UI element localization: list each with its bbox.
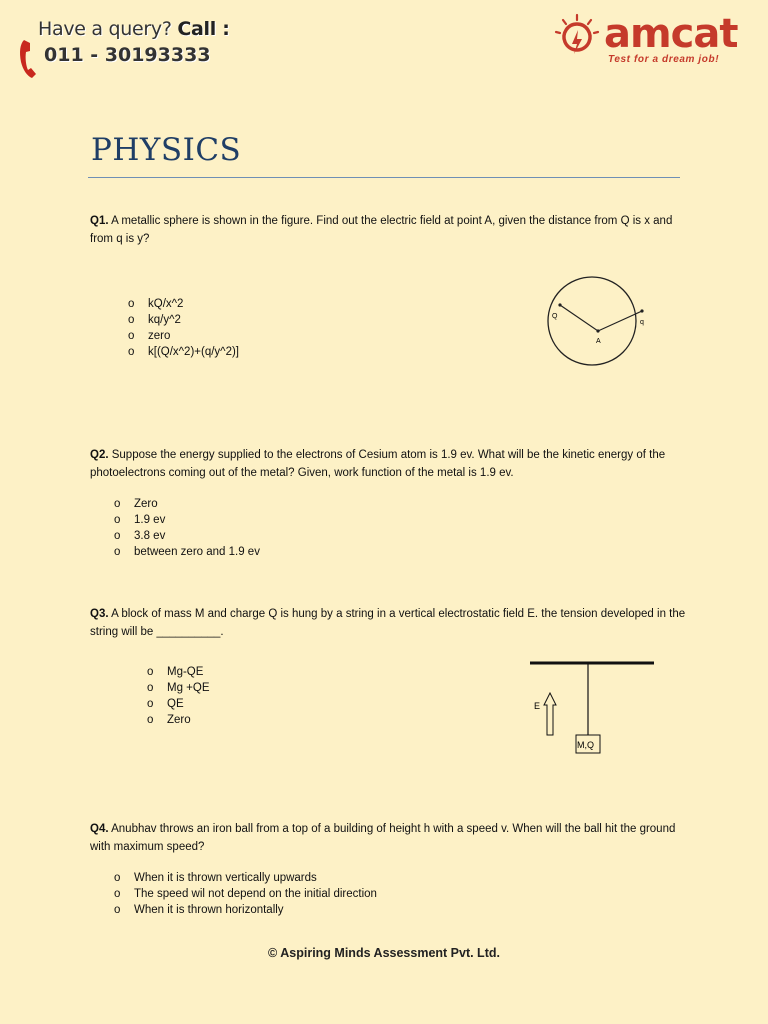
option[interactable]: o 3.8 ev [114, 530, 166, 542]
point-A [596, 329, 599, 332]
sphere-outline [548, 277, 636, 365]
logo-tagline: Test for a dream job! [608, 54, 720, 65]
option[interactable]: o Zero [114, 498, 158, 510]
footer-copyright: © Aspiring Minds Assessment Pvt. Ltd. [268, 946, 500, 960]
field-arrow-icon [544, 693, 556, 735]
option[interactable]: o kQ/x^2 [128, 298, 184, 310]
title-divider [88, 177, 680, 178]
label-E: E [534, 701, 541, 711]
question-3-options [147, 664, 210, 728]
question-2-options [114, 496, 260, 560]
label-Q: Q [552, 313, 558, 320]
option[interactable]: o kq/y^2 [128, 314, 181, 326]
question-1: Q1. A metallic sphere is shown in the figure. Find out the electric field at point A, given the distance from Q is x and from q is y? [90, 215, 673, 245]
hanging-block-figure [528, 655, 658, 760]
option[interactable]: o Mg-QE [147, 666, 204, 678]
question-2: Q2. Suppose the energy supplied to the electrons of Cesium atom is 1.9 ev. What will be the kinetic energy of the photoelectrons coming out of the metal? Given, work function of the metal is 1.9 ev. [90, 449, 666, 479]
phone-number[interactable]: 011 - 30193333 [44, 44, 211, 66]
option[interactable]: o between zero and 1.9 ev [114, 546, 260, 558]
charge-Q-point [558, 303, 561, 306]
option[interactable]: o k[(Q/x^2)+(q/y^2)] [128, 346, 239, 358]
page-title: PHYSICS [91, 132, 242, 168]
label-A: A [596, 338, 601, 345]
option[interactable]: o Zero [147, 714, 191, 726]
label-block: M,Q [577, 740, 594, 750]
label-q: q [640, 319, 644, 326]
option[interactable]: o Mg +QE [147, 682, 210, 694]
option[interactable]: o When it is thrown vertically upwards [114, 872, 317, 884]
question-4: Q4. Anubhav throws an iron ball from a top of a building of height h with a speed v. When will the ball hit the ground with maximum speed? [90, 823, 676, 853]
option[interactable]: o When it is thrown horizontally [114, 904, 284, 916]
query-text: Have a query? Call : [38, 18, 230, 40]
option[interactable]: o QE [147, 698, 184, 710]
question-3: Q3. A block of mass M and charge Q is hung by a string in a vertical electrostatic field E. the tension developed in the string will be __________. [90, 608, 686, 638]
logo-text: amcat [604, 11, 738, 57]
question-4-options [114, 870, 377, 918]
charge-q-point [640, 309, 643, 312]
distance-lines [560, 305, 642, 331]
option[interactable]: o The speed wil not depend on the initial direction [114, 888, 377, 900]
bulb-logo-icon [551, 12, 603, 64]
sphere-figure [530, 273, 660, 373]
option[interactable]: o zero [128, 330, 171, 342]
question-1-options [128, 296, 239, 360]
phone-icon [18, 38, 40, 80]
option[interactable]: o 1.9 ev [114, 514, 166, 526]
